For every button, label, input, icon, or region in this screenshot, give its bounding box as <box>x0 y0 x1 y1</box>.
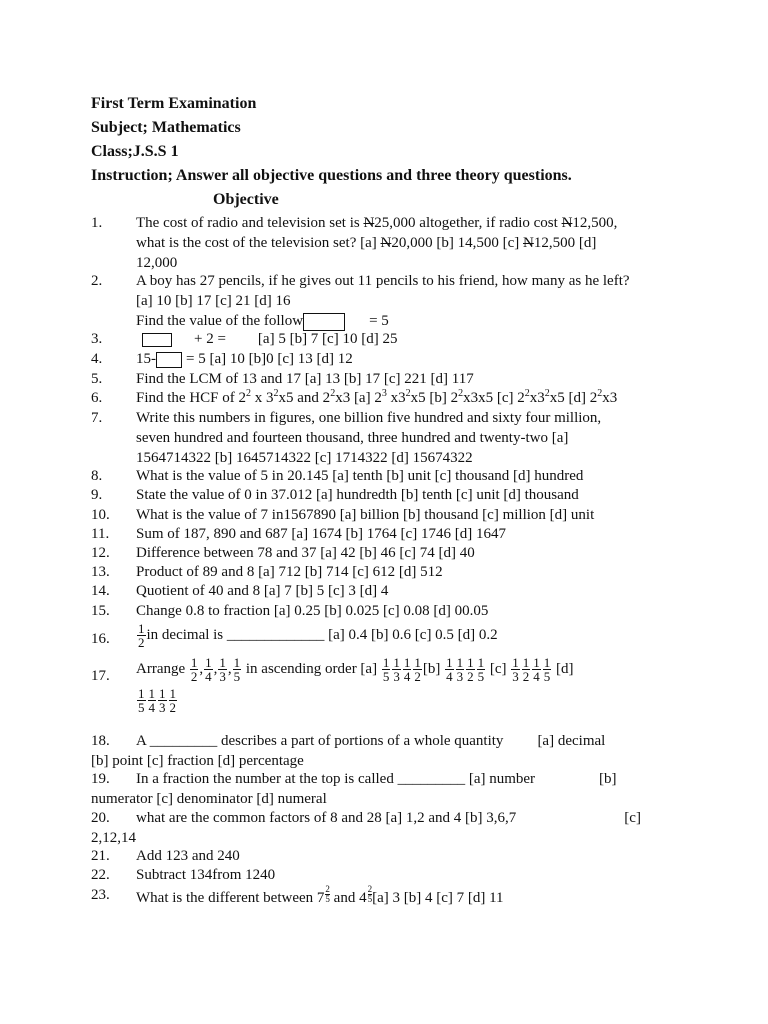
exam-title: First Term Examination <box>91 95 257 112</box>
class-line: Class;J.S.S 1 <box>91 143 179 160</box>
question-9: 9. State the value of 0 in 37.012 [a] hundredth [b] tenth [c] unit [d] thousand <box>91 487 579 503</box>
answer-box <box>142 333 172 347</box>
question-7: 7. Write this numbers in figures, one billion five hundred and sixty four million, seven hundred and fourteen thousand, three hundred and twenty-two [a] 1564714322 [b] 1645714322 [c] 1714322 [d] 15674322 <box>91 410 602 466</box>
fraction: $\frac{1}{4}$ <box>403 655 411 684</box>
fraction: $\frac{1}{5}$ <box>543 655 551 684</box>
fraction: $\frac{1}{3}$ <box>512 655 519 684</box>
question-14: 14. Quotient of 40 and 8 [a] 7 [b] 5 [c] 3 [d] 4 <box>91 583 389 599</box>
fraction: $\frac{1}{3}$ <box>393 655 400 684</box>
subject-line: Subject; Mathematics <box>91 119 241 136</box>
question-3: 3. + 2 = [a] 5 [b] 7 [c] 10 [d] 25 <box>91 331 398 347</box>
fraction: $\frac{1}{4}$ <box>148 686 155 715</box>
q1-line-3: 12,000 <box>136 255 178 271</box>
question-20: 20. what are the common factors of 8 and 28 [a] 1,2 and 4 [b] 3,6,7 [c] 2,12,14 <box>91 810 641 846</box>
fraction: $\frac{1}{4}$ <box>533 655 540 684</box>
q2-line-2: [a] 10 [b] 17 [c] 21 [d] 16 <box>136 293 291 309</box>
fraction: $\frac{1}{4}$ <box>446 655 453 684</box>
question-1: 1. The cost of radio and television set is N25,000 altogether, if radio cost N12,500, what is the cost of the television set? [a] N20,000 [b] 14,500 [c] N12,500 [d] 12,000 <box>91 213 681 273</box>
question-6: 6. Find the HCF of $2^2$ x $3^2x5$ and $2^2x3$ [a] $2^3$ $x3^2x5$ [b] $2^2x3x5$ [c] $2^2x3^2x5$ [d] $2^2x3$ <box>91 388 618 406</box>
fraction-half: $\frac{1}{2}$ <box>138 621 145 650</box>
question-18: 18. A _________ describes a part of portions of a whole quantity [a] decimal [b] point [c] fraction [d] percentage <box>91 733 606 769</box>
question-22: 22. Subtract 134from 1240 <box>91 867 276 883</box>
question-16: 16. $\frac{1}{2}$ in decimal is _____________ [a] 0.4 [b] 0.6 [c] 0.5 [d] 0.2 <box>91 621 498 650</box>
instruction-line: Instruction; Answer all objective questions and three theory questions. <box>91 167 572 184</box>
fraction: $\frac{1}{2}$ <box>467 655 474 684</box>
fraction: $\frac{1}{2}$ <box>190 655 198 684</box>
question-17: 17. Arrange $\frac{1}{2}$ , $\frac{1}{4}$ , $\frac{1}{3}$ , $\frac{1}{5}$ in ascending order [a] $\frac{1}{5}$ $\frac{1}{3}$ $\frac{1}{4}$ $\frac{1}{2}$ [b] $\frac{1}{4}$ $\frac{1}{3}$ $\frac{1}{2}$ $\frac{1}{5}$ [c] $\frac{1}{3}$ $\frac{1}{2}$ $\frac{1}{4}$ $\frac{1}{5}$ [d] $\frac{1}{5}$ $\frac{1}{4}$ $\frac{1}{3}$ $\frac{1}{2}$ <box>91 655 574 715</box>
q1-line-1: The cost of radio and television set is N25,000 altogether, if radio cost N12,500, <box>136 215 618 231</box>
question-15: 15. Change 0.8 to fraction [a] 0.25 [b] 0.025 [c] 0.08 [d] 00.05 <box>91 603 489 619</box>
fraction: $\frac{1}{2}$ <box>414 655 421 684</box>
fraction: $\frac{1}{5}$ <box>138 686 145 715</box>
fraction: $\frac{1}{4}$ <box>205 655 212 684</box>
q2-line-1: A boy has 27 pencils, if he gives out 11 pencils to his friend, how many as he left? <box>136 273 630 289</box>
fraction: $\frac{1}{3}$ <box>219 655 226 684</box>
answer-box <box>156 352 182 368</box>
question-23: 23. What is the different between 7 $\frac{2}{5}$ and 4 $\frac{2}{5}$ [a] 3 [b] 4 [c] 7 [d] 11 <box>91 884 504 906</box>
mixed-number: 7 $\frac{2}{5}$ <box>316 884 330 906</box>
question-13: 13. Product of 89 and 8 [a] 712 [b] 714 [c] 612 [d] 512 <box>91 564 443 580</box>
question-21: 21. Add 123 and 240 <box>91 848 240 864</box>
question-4: 4. 15- = 5 [a] 10 [b]0 [c] 13 [d] 12 <box>91 351 353 367</box>
answer-box <box>303 313 345 331</box>
question-12: 12. Difference between 78 and 37 [a] 42 [b] 46 [c] 74 [d] 40 <box>91 545 475 561</box>
section-heading: Objective <box>213 191 279 208</box>
question-10: 10. What is the value of 7 in1567890 [a] billion [b] thousand [c] million [d] unit <box>91 507 595 523</box>
question-5: 5. Find the LCM of 13 and 17 [a] 13 [b] 17 [c] 221 [d] 117 <box>91 371 474 387</box>
question-8: 8. What is the value of 5 in 20.145 [a] tenth [b] unit [c] thousand [d] hundred <box>91 468 584 484</box>
fraction: $\frac{1}{3}$ <box>159 686 166 715</box>
question-2: 2. A boy has 27 pencils, if he gives out 11 pencils to his friend, how many as he left? [a] 10 [b] 17 [c] 21 [d] 16 Find the value of the follow = 5 <box>91 271 681 331</box>
fraction: $\frac{1}{5}$ <box>382 655 390 684</box>
fraction: $\frac{1}{5}$ <box>477 655 485 684</box>
mixed-number: 4 $\frac{2}{5}$ <box>359 884 373 906</box>
fraction: $\frac{1}{3}$ <box>456 655 464 684</box>
q1-line-2: what is the cost of the television set? [a] N20,000 [b] 14,500 [c] N12,500 [d] <box>136 235 597 251</box>
fraction: $\frac{1}{5}$ <box>233 655 241 684</box>
q2-line-3: Find the value of the follow = 5 <box>136 313 389 329</box>
fraction: $\frac{1}{2}$ <box>522 655 530 684</box>
fraction: $\frac{1}{2}$ <box>169 686 176 715</box>
naira-symbol: N <box>363 215 375 231</box>
question-19: 19. In a fraction the number at the top is called _________ [a] number [b] numerator [c] denominator [d] numeral <box>91 771 617 807</box>
question-11: 11. Sum of 187, 890 and 687 [a] 1674 [b] 1764 [c] 1746 [d] 1647 <box>91 526 506 542</box>
